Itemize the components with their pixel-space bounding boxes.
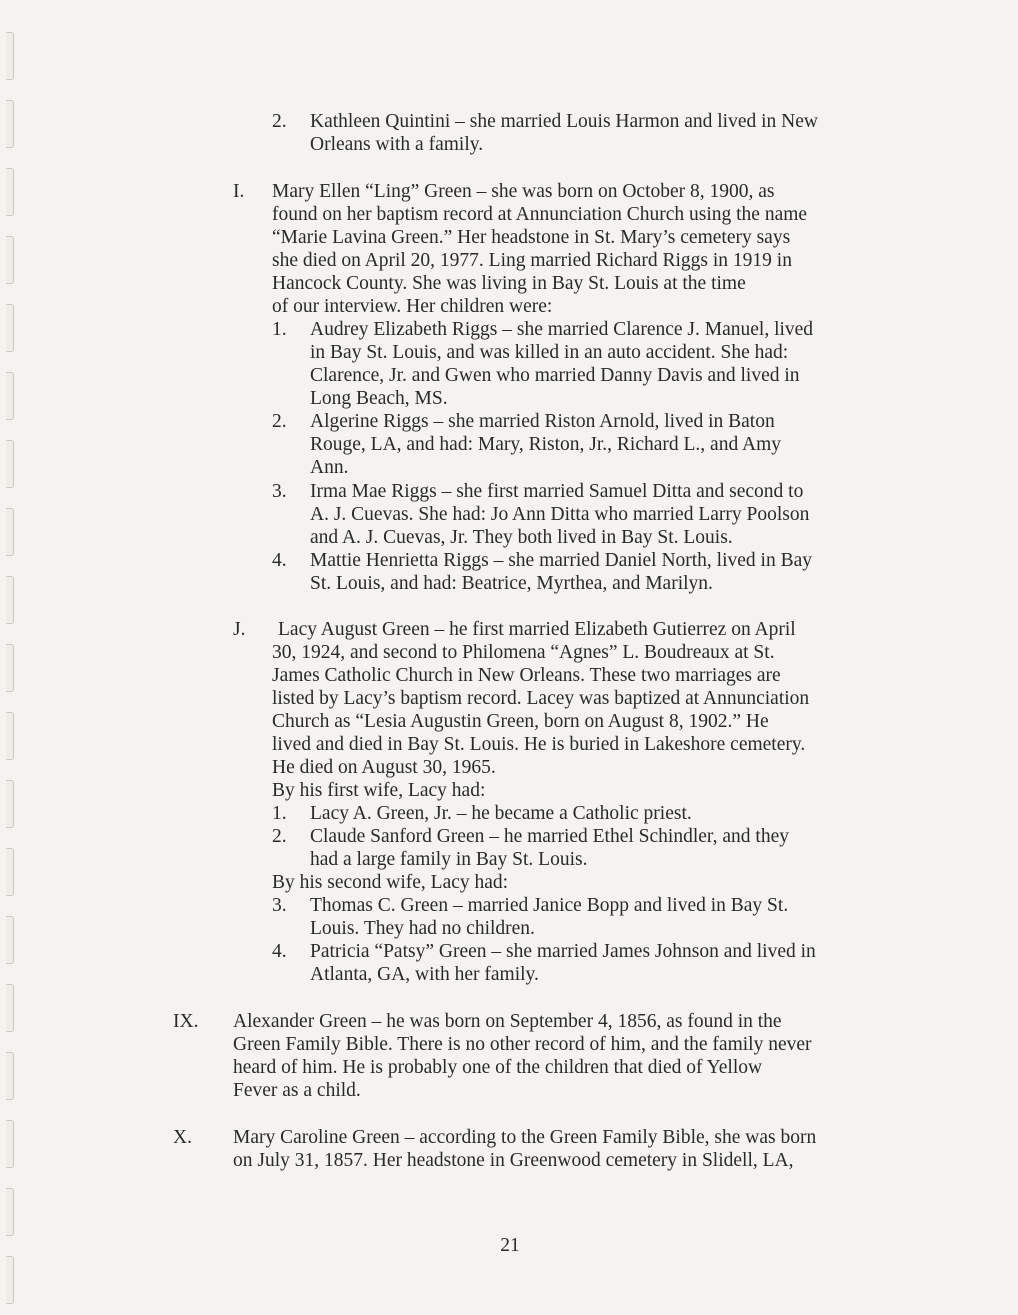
binder-hole: [6, 236, 14, 284]
list-item-text: [310, 480, 809, 549]
text-line: listed by Lacy’s baptism record. Lacey was baptized at Annunciation: [272, 688, 810, 709]
text-line: A. J. Cuevas. She had: Jo Ann Ditta who married Larry Poolson: [310, 504, 810, 525]
section-marker: I.: [233, 181, 245, 202]
list-marker: 4.: [272, 550, 287, 571]
list-marker: 1.: [272, 319, 287, 340]
text-line: Lacy August Green – he first married Elizabeth Gutierrez on April: [278, 619, 796, 640]
list-item-text: [310, 410, 781, 479]
text-line: St. Louis, and had: Beatrice, Myrthea, and Marilyn.: [310, 573, 713, 594]
binder-hole: [6, 1256, 14, 1304]
text-line: Green Family Bible. There is no other record of him, and the family never: [233, 1034, 812, 1055]
text-line: Hancock County. She was living in Bay St. Louis at the time: [272, 273, 746, 294]
subheading-text: [272, 871, 508, 894]
text-line: had a large family in Bay St. Louis.: [310, 849, 588, 870]
text-line: Audrey Elizabeth Riggs – she married Clarence J. Manuel, lived: [310, 319, 814, 340]
text-line: on July 31, 1857. Her headstone in Greenwood cemetery in Slidell, LA,: [233, 1150, 794, 1171]
text-line: Kathleen Quintini – she married Louis Harmon and lived in New: [310, 111, 818, 132]
list-marker: 2.: [272, 411, 287, 432]
text-line: By his second wife, Lacy had:: [272, 872, 509, 893]
text-line: Mary Caroline Green – according to the Green Family Bible, she was born: [233, 1127, 817, 1148]
text-line: Clarence, Jr. and Gwen who married Danny Davis and lived in: [310, 365, 800, 386]
section-text: [233, 1010, 812, 1102]
text-line: Thomas C. Green – married Janice Bopp and lived in Bay St.: [310, 895, 789, 916]
text-line: in Bay St. Louis, and was killed in an auto accident. She had:: [310, 342, 789, 363]
page-number: 21: [500, 1235, 520, 1256]
section-text: [272, 618, 809, 802]
list-item-text: [310, 802, 692, 825]
text-line: Irma Mae Riggs – she first married Samuel Ditta and second to: [310, 481, 804, 502]
list-item-text: [310, 940, 816, 986]
text-line: Louis. They had no children.: [310, 918, 535, 939]
text-line: Ann.: [310, 457, 349, 478]
text-line: and A. J. Cuevas, Jr. They both lived in Bay St. Louis.: [310, 527, 733, 548]
binder-hole: [6, 100, 14, 148]
list-marker: 2.: [272, 111, 287, 132]
text-line: Algerine Riggs – she married Riston Arnold, lived in Baton: [310, 411, 775, 432]
binder-hole: [6, 984, 14, 1032]
binder-hole: [6, 508, 14, 556]
list-marker: 3.: [272, 481, 287, 502]
text-line: found on her baptism record at Annunciation Church using the name: [272, 204, 808, 225]
binder-hole: [6, 644, 14, 692]
text-line: Mattie Henrietta Riggs – she married Daniel North, lived in Bay: [310, 550, 813, 571]
text-line: “Marie Lavina Green.” Her headstone in St. Mary’s cemetery says: [272, 227, 791, 248]
binder-hole: [6, 780, 14, 828]
section-marker: X.: [173, 1127, 192, 1148]
binder-hole: [6, 168, 14, 216]
text-line: she died on April 20, 1977. Ling married Richard Riggs in 1919 in: [272, 250, 792, 271]
list-item-text: [310, 549, 812, 595]
binder-holes: [6, 0, 20, 1315]
binder-hole: [6, 1188, 14, 1236]
section-text: [233, 1126, 816, 1172]
text-line: Atlanta, GA, with her family.: [310, 964, 539, 985]
binder-hole: [6, 32, 14, 80]
list-item-text: [310, 894, 788, 940]
binder-hole: [6, 916, 14, 964]
list-item-text: [310, 318, 813, 410]
text-line: Mary Ellen “Ling” Green – she was born on October 8, 1900, as: [272, 181, 775, 202]
binder-hole: [6, 576, 14, 624]
text-line: of our interview. Her children were:: [272, 296, 553, 317]
text-line: Long Beach, MS.: [310, 388, 448, 409]
text-line: By his first wife, Lacy had:: [272, 780, 486, 801]
binder-hole: [6, 440, 14, 488]
binder-hole: [6, 372, 14, 420]
text-line: Rouge, LA, and had: Mary, Riston, Jr., Richard L., and Amy: [310, 434, 782, 455]
text-line: Orleans with a family.: [310, 134, 484, 155]
text-line: lived and died in Bay St. Louis. He is buried in Lakeshore cemetery.: [272, 734, 806, 755]
list-marker: 1.: [272, 803, 287, 824]
text-line: 30, 1924, and second to Philomena “Agnes” L. Boudreaux at St.: [272, 642, 775, 663]
text-line: Alexander Green – he was born on September 4, 1856, as found in the: [233, 1011, 782, 1032]
binder-hole: [6, 1120, 14, 1168]
text-line: Lacy A. Green, Jr. – he became a Catholic priest.: [310, 803, 692, 824]
list-marker: 4.: [272, 941, 287, 962]
binder-hole: [6, 712, 14, 760]
list-marker: 3.: [272, 895, 287, 916]
text-line: Church as “Lesia Augustin Green, born on August 8, 1902.” He: [272, 711, 769, 732]
binder-hole: [6, 1052, 14, 1100]
section-marker: IX.: [173, 1011, 199, 1032]
list-item-text: [310, 825, 789, 871]
binder-hole: [6, 848, 14, 896]
list-marker: 2.: [272, 826, 287, 847]
text-line: Patricia “Patsy” Green – she married James Johnson and lived in: [310, 941, 816, 962]
text-line: He died on August 30, 1965.: [272, 757, 496, 778]
text-line: Fever as a child.: [233, 1080, 361, 1101]
list-item-text: [310, 110, 818, 156]
binder-hole: [6, 304, 14, 352]
text-line: James Catholic Church in New Orleans. These two marriages are: [272, 665, 781, 686]
text-line: Claude Sanford Green – he married Ethel Schindler, and they: [310, 826, 789, 847]
text-line: heard of him. He is probably one of the children that died of Yellow: [233, 1057, 763, 1078]
section-marker: J.: [233, 619, 246, 640]
section-text: [272, 180, 807, 318]
